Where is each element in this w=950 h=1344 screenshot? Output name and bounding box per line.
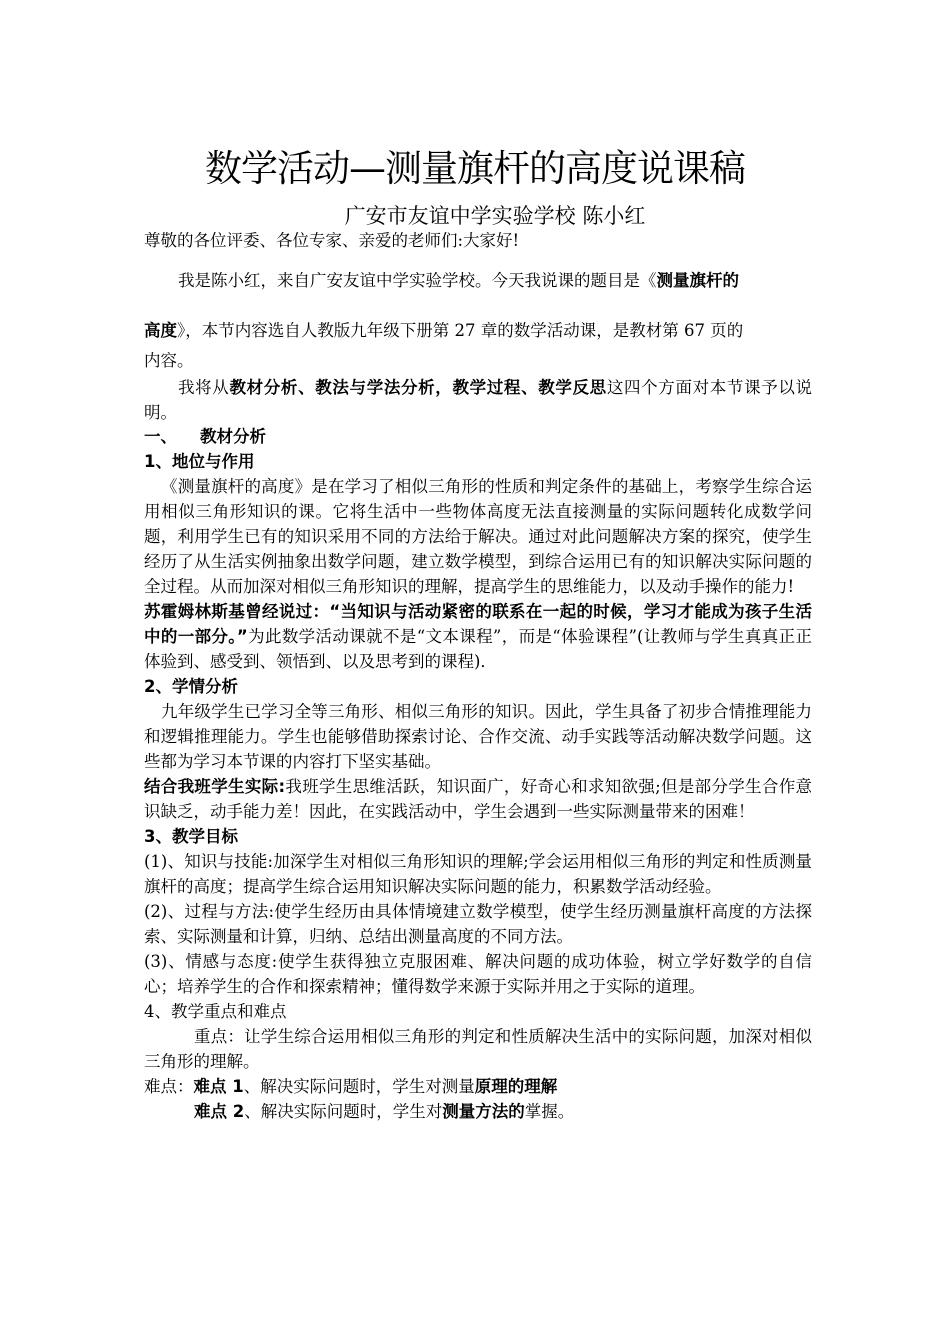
difficulty-1-label: 难点 1 [193, 1077, 244, 1096]
difficulty-label: 难点： [144, 1077, 194, 1096]
difficulty-2-text: 、解决实际问题时，学生对 [244, 1102, 443, 1121]
goal-1: (1)、知识与技能:加深学生对相似三角形知识的理解;学会运用相似三角形的判定和性质测量旗杆的高度；提高学生综合运用知识解决实际问题的能力，积累数学活动经验。 [144, 852, 812, 896]
section-1 [144, 424, 812, 1124]
difficulty-2-end: 掌握。 [524, 1102, 575, 1121]
intro-part-b: 》，本节内容选自人教版九年级下册第 27 章的数学活动课，是教材第 67 页的 [177, 321, 744, 340]
quote-rest: 为此数学活动课就不是“文本课程”，而是“体验课程”(让教师与学生真真正正体验到、感受到、领悟到、以及思考到的课程)． [144, 627, 812, 671]
heading-1-2: 2、学情分析 [144, 677, 238, 696]
plan-text [144, 375, 812, 425]
quote-bold: 苏霍姆林斯基曾经说过：“当知识与活动紧密的联系在一起的时候，学习才能成为孩子生活中的一部分。” [144, 602, 812, 646]
author-line: 广安市友谊中学实验学校 陈小红 [344, 204, 646, 228]
intro-text-2 [144, 312, 812, 349]
heading-1: 一、 教材分析 [144, 427, 266, 446]
paragraph-quote [144, 599, 812, 674]
intro-bold-1: 测量旗杆的 [656, 271, 739, 290]
intro-paragraph-3 [144, 348, 812, 373]
difficulty-1-bold: 原理的理解 [474, 1077, 558, 1096]
paragraph-role: 《测量旗杆的高度》是在学习了相似三角形的性质和判定条件的基础上，考察学生综合运用相似三角形知识的课。它将生活中一些物体高度无法直接测量的实际问题转化成数学问题，利用学生已有的知识采用不同的方法给于解决。通过对此问题解决方案的探究，使学生经历了从生活实例抽象出数学问题，建立数学模型，到综合运用已有的知识解决实际问题的全过程。从而加深对相似三角形知识的理解，提高学生的思维能力，以及动手操作的能力! [144, 477, 812, 596]
plan-bold: 教材分析、教法与学法分析，教学过程、教学反思 [229, 378, 607, 397]
difficulty-2-label: 难点 2 [194, 1102, 245, 1121]
difficulty-2-bold: 测量方法的 [442, 1102, 525, 1121]
difficulty-2 [144, 1099, 812, 1124]
intro-paragraph-2 [144, 312, 812, 349]
class-rest: 我班学生思维活跃，知识面广，好奇心和求知欲强;但是部分学生合作意识缺乏，动手能力差！因此，在实践活动中，学生会遇到一些实际测量带来的困难！ [144, 777, 812, 821]
intro-text [144, 262, 812, 299]
plan-b: 这四个方面对本节课予以说明。 [144, 378, 813, 422]
intro-part-c: 内容。 [144, 351, 194, 370]
intro-bold-2: 高度 [144, 321, 177, 340]
goal-2: (2)、过程与方法:使学生经历由具体情境建立数学模型，使学生经历测量旗杆高度的方法探索、实际测量和计算，归纳、总结出测量高度的不同方法。 [144, 902, 812, 946]
intro-paragraph [144, 262, 812, 299]
page-title: 数学活动—测量旗杆的高度说课稿 [205, 147, 745, 190]
greeting-text: 尊敬的各位评委、各位专家、亲爱的老师们:大家好! [144, 231, 520, 250]
key-point: 重点：让学生综合运用相似三角形的判定和性质解决生活中的实际问题，加深对相似三角形的理解。 [144, 1027, 812, 1071]
difficulty-1-text: 、解决实际问题时，学生对测量 [243, 1077, 475, 1096]
goal-3: (3)、情感与态度:使学生获得独立克服困难、解决问题的成功体验，树立学好数学的自信心；培养学生的合作和探索精神；懂得数学来源于实际并用之于实际的道理。 [144, 952, 812, 996]
paragraph-class [144, 774, 812, 824]
plan-a: 我将从 [178, 378, 230, 397]
paragraph-learn: 九年级学生已学习全等三角形、相似三角形的知识。因此，学生具备了初步合情推理能力和逻辑推理能力。学生也能够借助探索讨论、合作交流、动手实践等活动解决数学问题。这些都为学习本节课的内容打下坚实基础。 [144, 702, 812, 771]
difficulty-1 [144, 1074, 812, 1099]
heading-1-4: 4、教学重点和难点 [144, 1002, 287, 1021]
heading-1-3: 3、教学目标 [144, 827, 238, 846]
intro-part-a: 我是陈小红，来自广安友谊中学实验学校。今天我说课的题目是《 [178, 271, 657, 290]
plan-paragraph [144, 375, 812, 425]
class-bold: 结合我班学生实际: [144, 777, 286, 796]
greeting [144, 228, 812, 253]
heading-1-1: 1、地位与作用 [144, 452, 255, 471]
